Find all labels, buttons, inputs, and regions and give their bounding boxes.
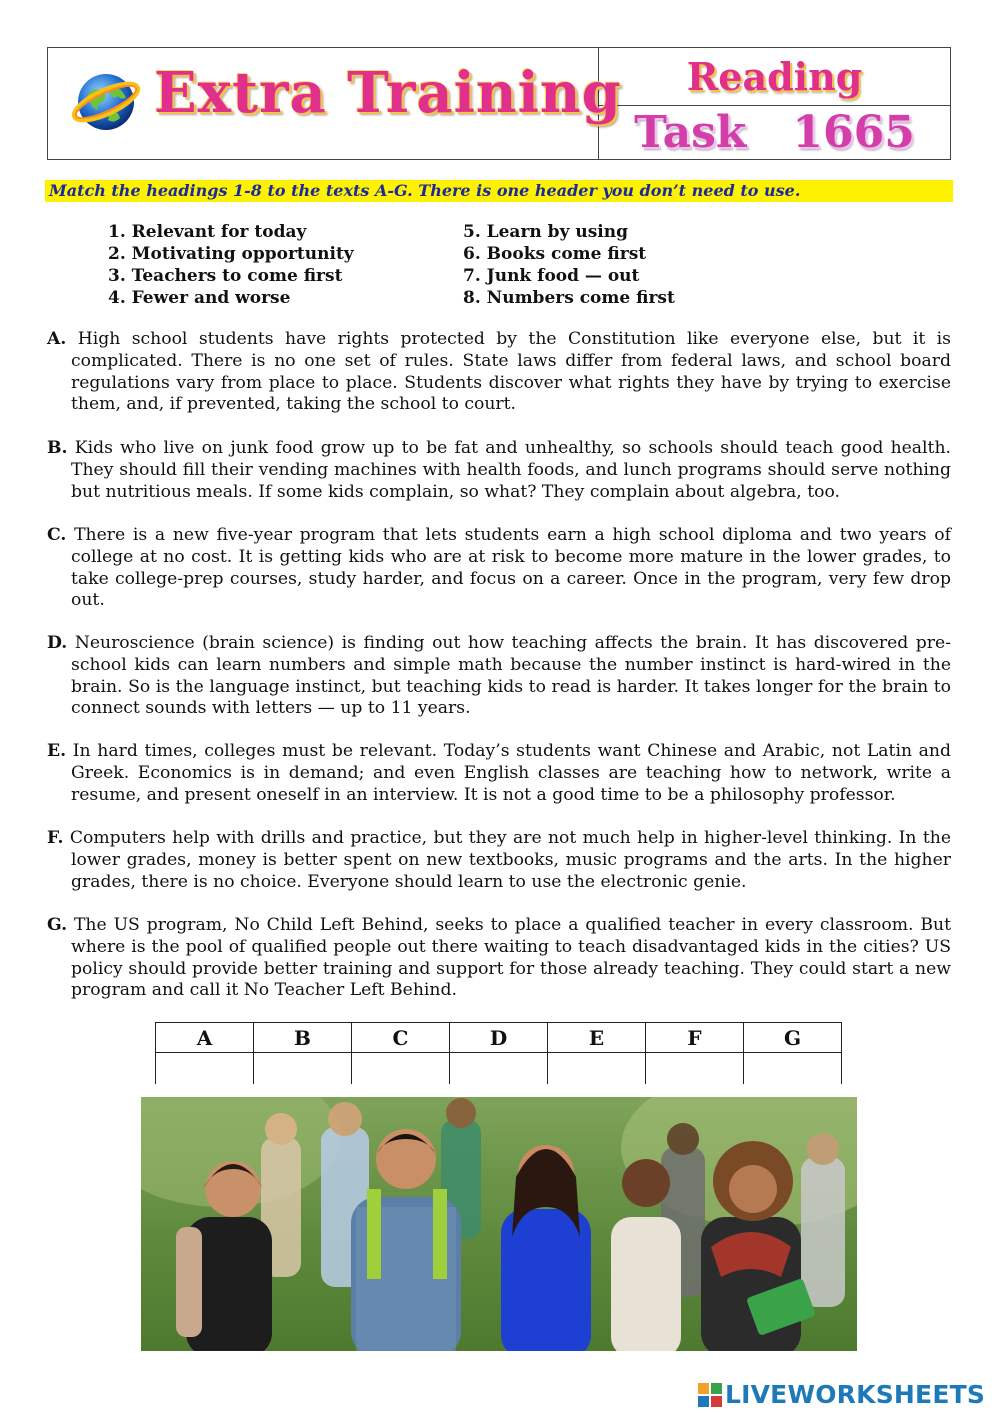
instruction-text: Match the headings 1-8 to the texts A-G. There is one header you don’t need to use. (45, 180, 953, 202)
answer-column-header: B (254, 1023, 352, 1053)
text-b (47, 438, 951, 503)
heading-item: 8. Numbers come first (463, 288, 675, 308)
task-number: 1665 (792, 107, 915, 158)
text-body: High school students have rights protected by the Constitution like everyone else, but it is complicated. There is no one set of rules. State laws differ from federal laws, and school board regulations vary from place to place. Students discover what rights they have by trying to exercise them, and, if prevented, taking the school to court. (71, 329, 951, 415)
answer-input-c[interactable] (352, 1053, 450, 1084)
section-cell (599, 48, 950, 106)
answer-input-b[interactable] (254, 1053, 352, 1084)
text-e (47, 741, 951, 806)
text-g (47, 915, 951, 1002)
task-cell (599, 106, 950, 159)
students-photo-illustration (141, 1097, 857, 1351)
heading-item: 7. Junk food — out (463, 266, 640, 286)
heading-item: 1. Relevant for today (108, 222, 307, 242)
answer-table (155, 1022, 842, 1084)
answer-input-a[interactable] (156, 1053, 254, 1084)
brand-title: Extra Training (154, 60, 622, 126)
heading-item: 3. Teachers to come first (108, 266, 343, 286)
answer-column-header: E (548, 1023, 646, 1053)
heading-item: 4. Fewer and worse (108, 288, 291, 308)
text-body: There is a new five-year program that lets students earn a high school diploma and two years of college at no cost. It is getting kids who are at risk to become more mature in the lower grades, to take college-prep courses, study harder, and focus on a career. Once in the program, very few drop out. (71, 525, 951, 611)
text-body: Computers help with drills and practice, but they are not much help in higher-level thinking. In the lower grades, money is better spent on new textbooks, music programs and the arts. In the higher grades, there is no choice. Everyone should learn to use the electronic genie. (69, 828, 951, 892)
answer-input-f[interactable] (646, 1053, 744, 1084)
liveworksheets-text: LIVEWORKSHEETS (725, 1380, 986, 1409)
students-photo (141, 1097, 857, 1351)
answer-input-row (156, 1053, 842, 1084)
task-word: Task (634, 107, 747, 158)
text-letter: B. (47, 438, 68, 458)
text-letter: F. (47, 828, 64, 848)
text-body: Kids who live on junk food grow up to be fat and unhealthy, so schools should teach good health. They should fill their vending machines with health foods, and lunch programs should serve nothing but nutritious meals. If some kids complain, so what? They complain about algebra, too. (71, 438, 951, 502)
text-f (47, 828, 951, 893)
text-d (47, 633, 951, 720)
answer-column-header: F (646, 1023, 744, 1053)
answer-column-header: G (744, 1023, 842, 1053)
text-body: Neuroscience (brain science) is finding out how teaching affects the brain. It has discovered pre-school kids can learn numbers and simple math because the number instinct is hard-wired in the brain. So is the language instinct, but teaching kids to read is harder. It takes longer for the brain to connect sounds with letters — up to 11 years. (71, 633, 951, 719)
section-label: Reading (686, 54, 863, 99)
task-label (634, 107, 915, 158)
task-panel (599, 48, 950, 159)
answer-column-header: A (156, 1023, 254, 1053)
heading-item: 6. Books come first (463, 244, 647, 264)
text-a (47, 329, 951, 416)
heading-item: 5. Learn by using (463, 222, 629, 242)
text-letter: E. (47, 741, 67, 761)
text-letter: G. (47, 915, 68, 935)
answer-column-header: D (450, 1023, 548, 1053)
globe-icon (70, 64, 142, 136)
headings-column-1 (108, 221, 354, 309)
header-box (47, 47, 951, 160)
text-body: The US program, No Child Left Behind, seeks to place a qualified teacher in every classroom. But where is the pool of qualified people out there waiting to teach disadvantaged kids in the cities? US policy should provide better training and support for those already teaching. They could start a new program and call it No Teacher Left Behind. (71, 915, 952, 1001)
text-letter: D. (47, 633, 68, 653)
text-letter: A. (47, 329, 67, 349)
answer-header-row (156, 1023, 842, 1053)
text-c (47, 525, 951, 612)
text-body: In hard times, colleges must be relevant. Today’s students want Chinese and Arabic, not Latin and Greek. Economics is in demand; and even English classes are teaching how to network, write a resume, and present oneself in an interview. It is not a good time to be a philosophy professor. (71, 741, 951, 805)
answer-input-e[interactable] (548, 1053, 646, 1084)
headings-column-2 (463, 221, 675, 309)
liveworksheets-mark-icon (698, 1383, 722, 1407)
brand-panel (48, 48, 622, 159)
liveworksheets-logo[interactable] (698, 1380, 985, 1409)
answer-input-g[interactable] (744, 1053, 842, 1084)
text-letter: C. (47, 525, 67, 545)
heading-item: 2. Motivating opportunity (108, 244, 354, 264)
answer-input-d[interactable] (450, 1053, 548, 1084)
answer-column-header: C (352, 1023, 450, 1053)
